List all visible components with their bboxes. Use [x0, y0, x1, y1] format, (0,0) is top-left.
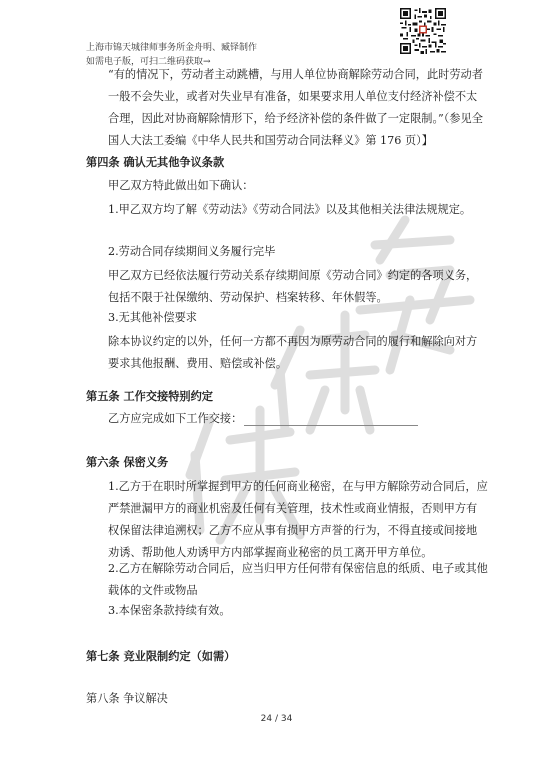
article-4-item-1: 1.甲乙双方均了解《劳动法》《劳动合同法》以及其他相关法律法规规定。	[108, 203, 472, 216]
article-5-text-row	[86, 410, 418, 426]
page-number: 24 / 34	[260, 714, 293, 724]
article-6-item-3: 3.本保密条款持续有效。	[108, 604, 231, 617]
article-6-item-1: 1.乙方于在职时所掌握到甲方的任何商业秘密，在与甲方解除劳动合同后，应严禁泄漏甲方的商业机密及任何有关管理，技术性或商业情报，否则甲方有权保留法律追溯权；乙方不应从事有损甲方声誉的行为，不得直接或间接地劝诱、帮助他人劝诱甲方内部掌握商业秘密的员工离开甲方单位。	[108, 480, 488, 559]
article-7-title: 第七条 竞业限制约定（如需）	[86, 649, 236, 663]
article-8-title: 第八条 争议解决	[86, 692, 168, 705]
article-6-title: 第六条 保密义务	[86, 455, 169, 469]
article-5-text: 乙方应完成如下工作交接：	[108, 412, 243, 425]
article-4-intro: 甲乙双方特此做出如下确认：	[108, 179, 254, 192]
quote-paragraph: “有的情况下，劳动者主动跳槽，与用人单位协商解除劳动合同，此时劳动者一般不会失业，或者对失业早有准备，如果要求用人单位支付经济补偿不太合理，因此对协商解除情形下，给予经济补偿的条件做了一定限制。”（参见全国人大法工委编《中华人民共和国劳动合同法释义》第 176 页）】	[108, 68, 483, 147]
article-5-title: 第五条 工作交接特别约定	[86, 389, 213, 403]
article-6-item-2: 2.乙方在解除劳动合同后，应当归甲方任何带有保密信息的纸质、电子或其他载体的文件或物品	[108, 562, 488, 597]
header-line-1: 上海市锦天城律师事务所金舟明、臧铎制作	[86, 43, 258, 53]
article-4-title: 第四条 确认无其他争议条款	[86, 155, 225, 169]
fill-in-blank-line[interactable]	[244, 413, 418, 426]
article-4-item-2-text: 甲乙双方已经依法履行劳动关系存续期间原《劳动合同》约定的各项义务，包括不限于社保缴纳、劳动保护、档案转移、年休假等。	[108, 269, 478, 304]
header-line-2: 如需电子版，可扫二维码获取→	[86, 57, 211, 67]
article-4-item-3-text: 除本协议约定的以外，任何一方都不再因为原劳动合同的履行和解除向对方要求其他报酬、费用、赔偿或补偿。	[108, 335, 478, 370]
article-4-item-2-title: 2.劳动合同存续期间义务履行完毕	[108, 245, 276, 258]
article-4-item-3-title: 3.无其他补偿要求	[108, 311, 197, 324]
qr-code-icon	[400, 8, 446, 54]
